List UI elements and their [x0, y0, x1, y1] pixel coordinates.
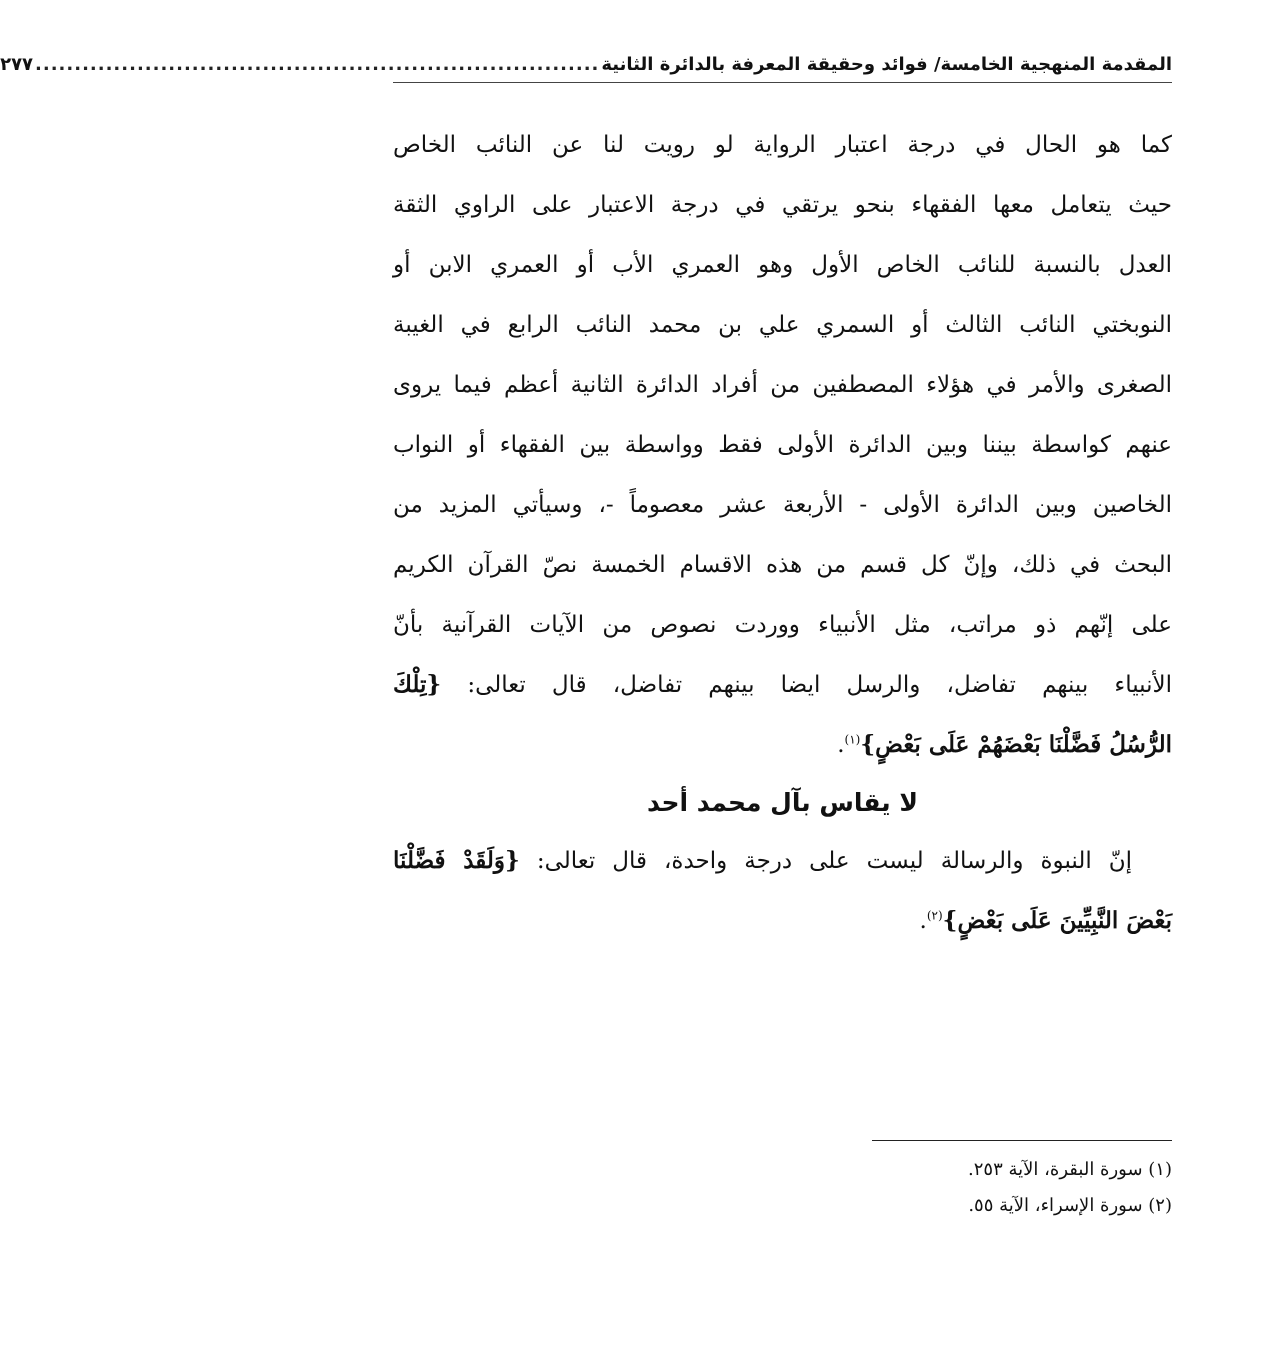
period: .	[919, 908, 927, 934]
text-line: كما هو الحال في درجة اعتبار الرواية لو رويت لنا عن النائب الخاص	[393, 132, 1172, 158]
period: .	[837, 732, 845, 758]
text-line-with-quran	[393, 831, 1172, 891]
text-line-with-quran	[393, 655, 1172, 715]
footnote-marker-1[interactable]: (١)	[844, 732, 861, 747]
running-header	[0, 50, 1172, 80]
quran-verse: بَعْضَ النَّبِيِّينَ عَلَى بَعْضٍ}	[942, 907, 1172, 934]
text-line: البحث في ذلك، وإنّ كل قسم من هذه الاقسام الخمسة نصّ القرآن الكريم	[393, 552, 1172, 578]
quran-verse-start: {تِلْكَ	[393, 671, 442, 698]
footnotes	[393, 1152, 1172, 1224]
footnote-2: (٢) سورة الإسراء، الآية ٥٥.	[968, 1195, 1172, 1216]
quran-verse-line	[393, 715, 1172, 775]
text-line: عنهم كواسطة بيننا وبين الدائرة الأولى فقط وواسطة بين الفقهاء أو النواب	[393, 432, 1172, 458]
quran-verse-line	[393, 891, 1172, 951]
quran-verse: الرُّسُلُ فَضَّلْنَا بَعْضَهُمْ عَلَى بَعْضٍ}	[860, 731, 1172, 758]
text-line: حيث يتعامل معها الفقهاء بنحو يرتقي في درجة الاعتبار على الراوي الثقة	[393, 192, 1172, 218]
page-number: ٢٧٧	[0, 54, 34, 75]
text-line: الصغرى والأمر في هؤلاء المصطفين من أفراد الدائرة الثانية أعظم فيما يروى	[393, 372, 1172, 398]
header-rule	[393, 82, 1172, 83]
footnote-1: (١) سورة البقرة، الآية ٢٥٣.	[968, 1159, 1172, 1180]
text-line: العدل بالنسبة للنائب الخاص الأول وهو العمري الأب أو العمري الابن أو	[393, 252, 1172, 278]
header-title: المقدمة المنهجية الخامسة/ فوائد وحقيقة المعرفة بالدائرة الثانية	[601, 54, 1172, 75]
quran-verse-start: {وَلَقَدْ فَضَّلْنَا	[393, 847, 520, 874]
body-text	[393, 115, 1172, 951]
text-line: النوبختي النائب الثالث أو السمري علي بن محمد النائب الرابع في الغيبة	[393, 312, 1172, 338]
text-line: الخاصين وبين الدائرة الأولى - الأربعة عشر معصوماً -، وسيأتي المزيد من	[393, 492, 1172, 518]
text-line: على إنّهم ذو مراتب، مثل الأنبياء ووردت نصوص من الآيات القرآنية بأنّ	[393, 612, 1172, 638]
header-leader-dots: ........................................................................	[35, 54, 600, 75]
line-text: الأنبياء بينهم تفاضل، والرسل ايضا بينهم تفاضل، قال تعالى:	[467, 672, 1173, 698]
line-text: إنّ النبوة والرسالة ليست على درجة واحدة، قال تعالى:	[536, 848, 1132, 874]
section-heading: لا يقاس بآل محمد أحد	[647, 788, 918, 817]
footnote-separator	[872, 1140, 1172, 1141]
footnote-marker-2[interactable]: (٢)	[926, 908, 943, 923]
